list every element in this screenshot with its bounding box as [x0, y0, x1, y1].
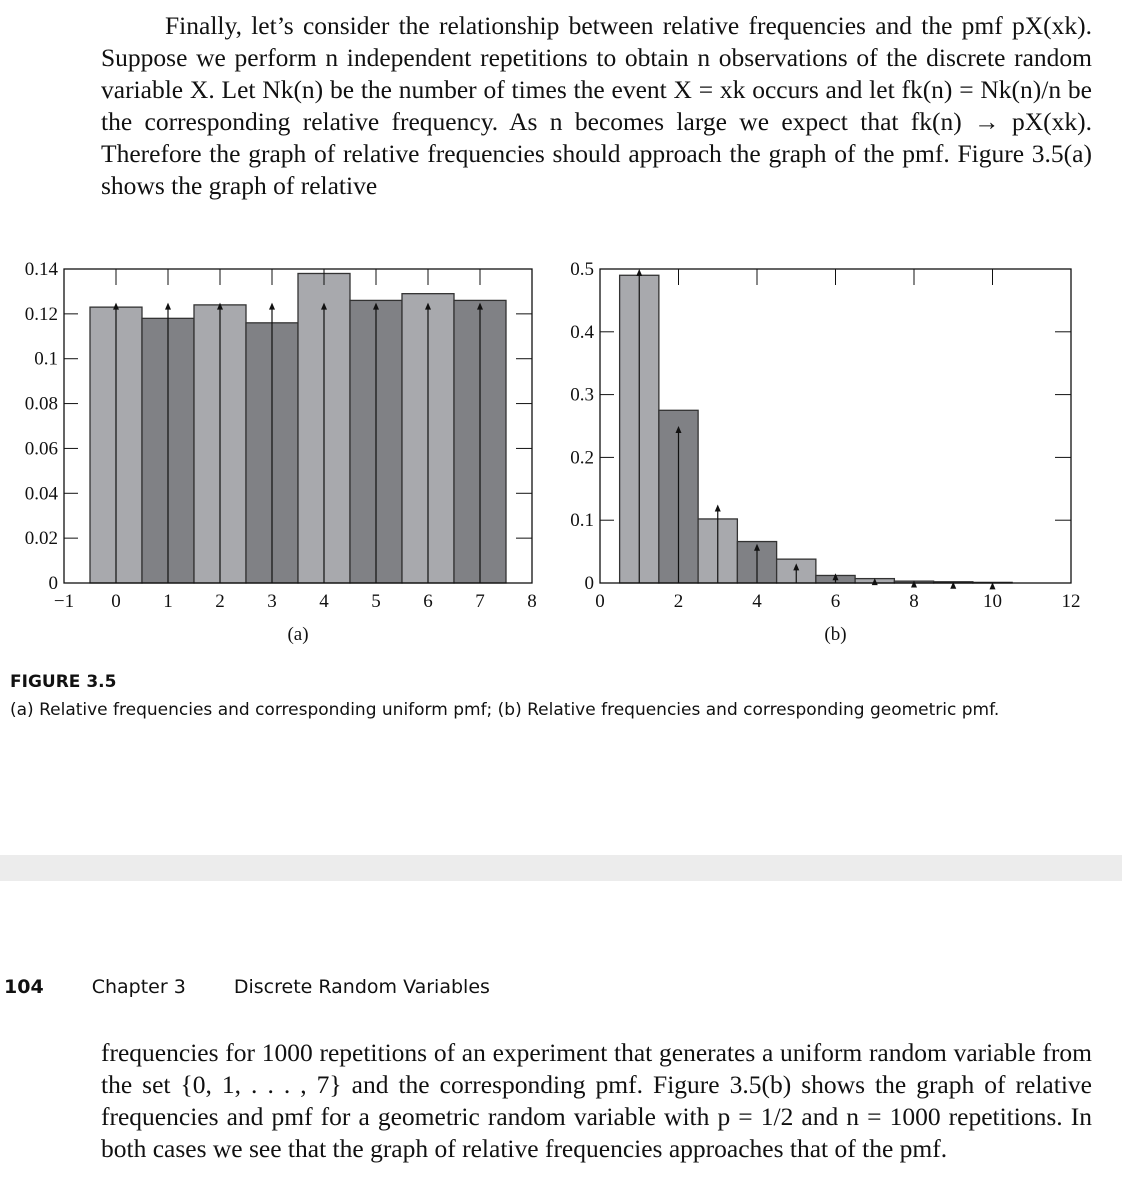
- pmf-arrowhead: [113, 303, 119, 310]
- x-tick-label: 10: [983, 591, 1002, 612]
- x-tick-label: 4: [319, 591, 329, 612]
- x-tick-label: 2: [673, 591, 684, 612]
- chart-label: (a): [287, 624, 309, 645]
- y-tick-label: 0.08: [24, 393, 58, 415]
- x-tick-label: 3: [267, 591, 277, 612]
- x-tick-label: 1: [163, 591, 173, 612]
- chart-b: [560, 255, 1122, 655]
- top-paragraph: [101, 10, 1092, 202]
- paragraph-text: frequencies for 1000 repetitions of an experiment that generates a uniform random variable from the set {0, 1, . . . , 7} and the corresponding pmf. Figure 3.5(b) shows the graph of relative frequencies and pmf for a geometric random variable with p = 1/2 and n = 1000 repetitions. In both cases we see that the graph of relative frequencies approaches that of the pmf.: [101, 1038, 1092, 1163]
- y-tick-label: 0.5: [570, 259, 594, 280]
- pmf-arrowhead: [715, 505, 721, 512]
- pmf-arrowhead: [636, 269, 642, 276]
- x-tick-label: 12: [1061, 591, 1081, 612]
- x-tick-label: 5: [371, 591, 381, 612]
- x-tick-label: 7: [475, 591, 485, 612]
- y-tick-label: 0.2: [570, 447, 594, 469]
- paragraph-text: Finally, let’s consider the relationship between relative frequencies and the pmf pX(xk). Suppose we perform n independent repetitions to obtain n observations of the discrete random variable X. Let Nk(n) be the number of times the event X = xk occurs and let fk(n) = Nk(n)/n be the corresponding relative frequency. As n becomes large we expect that fk(n) → pX(xk). Therefore the graph of relative frequencies should approach the graph of the pmf. Figure 3.5(a) shows the graph of relative: [101, 11, 1092, 200]
- x-tick-label: −1: [53, 591, 75, 612]
- page-separator: [0, 855, 1122, 881]
- pmf-arrowhead: [269, 303, 275, 310]
- y-tick-label: 0.04: [24, 483, 58, 505]
- y-tick-label: 0.06: [24, 438, 58, 460]
- figure-caption: (a) Relative frequencies and corresponding uniform pmf; (b) Relative frequencies and corresponding geometric pmf.: [10, 700, 1000, 720]
- y-tick-label: 0.1: [570, 510, 594, 532]
- page-footer: [4, 976, 532, 998]
- x-tick-label: 8: [527, 591, 537, 612]
- bottom-paragraph: [101, 1037, 1092, 1165]
- pmf-arrowhead: [165, 303, 171, 310]
- x-tick-label: 0: [111, 591, 121, 612]
- y-tick-label: 0.1: [34, 348, 58, 370]
- x-tick-label: 2: [215, 591, 225, 612]
- y-tick-label: 0: [584, 573, 594, 594]
- chapter-label: Chapter 3: [91, 976, 186, 998]
- x-tick-label: 6: [830, 591, 841, 612]
- y-tick-label: 0.14: [24, 259, 58, 280]
- chart-label: (b): [824, 624, 847, 645]
- y-tick-label: 0.3: [570, 384, 594, 406]
- chart-a: [0, 255, 560, 655]
- x-tick-label: 6: [423, 591, 433, 612]
- y-tick-label: 0: [48, 573, 58, 594]
- figure-label: FIGURE 3.5: [10, 672, 117, 692]
- x-tick-label: 8: [909, 591, 919, 612]
- y-tick-label: 0.02: [24, 528, 58, 550]
- y-tick-label: 0.4: [570, 321, 594, 343]
- y-tick-label: 0.12: [24, 303, 58, 325]
- page-number: 104: [4, 976, 44, 998]
- x-tick-label: 4: [752, 591, 762, 612]
- chapter-title: Discrete Random Variables: [233, 976, 490, 998]
- x-tick-label: 0: [595, 591, 605, 612]
